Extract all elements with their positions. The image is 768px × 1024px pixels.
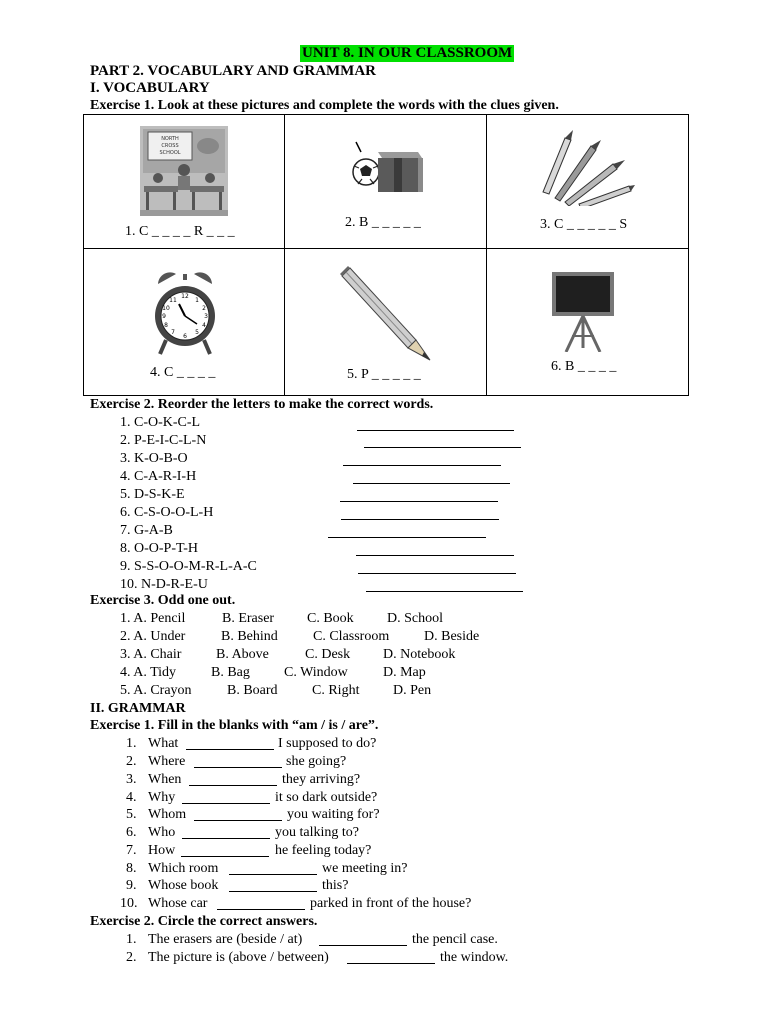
picture-label: 4. C _ _ _ _ [150,365,216,380]
books-ball-icon [348,140,424,196]
section-vocabulary-heading: I. VOCABULARY [90,80,210,96]
option-b[interactable]: B. Bag [211,665,250,680]
sentence-start: Which room [148,861,219,876]
sentence-end: the pencil case. [412,932,498,947]
svg-text:7: 7 [171,329,175,336]
sentence-end: you talking to? [275,825,359,840]
answer-line[interactable] [343,465,501,466]
reorder-item: 2. P-E-I-C-L-N [120,433,207,448]
svg-text:12: 12 [181,293,189,300]
sentence-start: Where [148,754,186,769]
blank-line[interactable] [319,945,407,946]
option-c[interactable]: C. Desk [305,647,351,662]
blank-line[interactable] [194,767,282,768]
blank-line[interactable] [217,909,305,910]
reorder-item: 7. G-A-B [120,523,173,538]
sentence-start: What [148,736,179,751]
answer-line[interactable] [340,501,498,502]
option-a[interactable]: 2. A. Under [120,629,186,644]
sentence-start[interactable]: The erasers are (beside / at) [148,932,303,947]
svg-text:1: 1 [195,297,199,304]
option-d[interactable]: D. Notebook [383,647,456,662]
grid-divider [284,114,285,396]
item-number: 4. [126,790,137,805]
sentence-start: Whom [148,807,187,822]
board-sign-line: CROSS [161,143,179,149]
answer-line[interactable] [353,483,510,484]
crayons-icon [535,130,635,206]
option-c[interactable]: C. Right [312,683,360,698]
sentence-start: Who [148,825,176,840]
option-a[interactable]: 3. A. Chair [120,647,182,662]
item-number: 9. [126,878,137,893]
svg-text:2: 2 [202,305,206,312]
sentence-end: it so dark outside? [275,790,378,805]
option-c[interactable]: C. Window [284,665,348,680]
svg-text:5: 5 [195,329,199,336]
option-d[interactable]: D. Pen [393,683,432,698]
answer-line[interactable] [356,555,514,556]
classroom-icon [140,126,228,216]
reorder-item: 5. D-S-K-E [120,487,185,502]
option-c[interactable]: C. Book [307,611,354,626]
reorder-item: 10. N-D-R-E-U [120,577,208,592]
sentence-end: this? [322,878,349,893]
grid-divider [486,114,487,396]
reorder-item: 3. K-O-B-O [120,451,188,466]
blank-line[interactable] [347,963,435,964]
item-number: 10. [120,896,138,911]
grammar-exercise-1-heading: Exercise 1. Fill in the blanks with “am / is / are”. [90,718,379,733]
svg-text:6: 6 [183,333,187,340]
exercise-1-heading: Exercise 1. Look at these pictures and complete the words with the clues given. [90,98,559,113]
item-number: 6. [126,825,137,840]
sentence-end: we meeting in? [322,861,408,876]
grammar-exercise-2-heading: Exercise 2. Circle the correct answers. [90,914,318,929]
reorder-item: 8. O-O-P-T-H [120,541,199,556]
option-a[interactable]: 5. A. Crayon [120,683,192,698]
sentence-start[interactable]: The picture is (above / between) [148,950,329,965]
option-b[interactable]: B. Above [216,647,269,662]
answer-line[interactable] [358,573,516,574]
svg-text:10: 10 [162,305,170,312]
blank-line[interactable] [229,874,317,875]
pencil-icon [338,266,432,362]
answer-line[interactable] [328,537,486,538]
section-grammar-heading: II. GRAMMAR [90,701,186,716]
option-a[interactable]: 1. A. Pencil [120,611,186,626]
svg-text:8: 8 [164,322,168,329]
blank-line[interactable] [186,749,274,750]
option-d[interactable]: D. Beside [424,629,480,644]
option-b[interactable]: B. Behind [221,629,278,644]
sentence-end: you waiting for? [287,807,380,822]
sentence-end: the window. [440,950,509,965]
board-sign-line: NORTH [161,136,179,142]
sentence-end: he feeling today? [275,843,372,858]
picture-label: 6. B _ _ _ _ [551,359,617,374]
exercise-3-heading: Exercise 3. Odd one out. [90,593,236,608]
item-number: 3. [126,772,137,787]
blank-line[interactable] [182,838,270,839]
sentence-end: parked in front of the house? [310,896,472,911]
item-number: 7. [126,843,137,858]
sentence-end: they arriving? [282,772,361,787]
option-a[interactable]: 4. A. Tidy [120,665,177,680]
item-number: 8. [126,861,137,876]
blank-line[interactable] [189,785,277,786]
board-icon [552,272,614,352]
sentence-start: Why [148,790,176,805]
blank-line[interactable] [229,891,317,892]
blank-line[interactable] [182,803,270,804]
option-b[interactable]: B. Eraser [222,611,275,626]
reorder-item: 1. C-O-K-C-L [120,415,201,430]
option-d[interactable]: D. School [387,611,443,626]
answer-line[interactable] [366,591,523,592]
sentence-start: Whose car [148,896,208,911]
reorder-item: 9. S-S-O-O-M-R-L-A-C [120,559,257,574]
svg-text:9: 9 [162,313,166,320]
sentence-start: When [148,772,182,787]
picture-label: 3. C _ _ _ _ _ S [540,217,628,232]
picture-label: 5. P _ _ _ _ _ [347,367,421,382]
sentence-start: Whose book [148,878,219,893]
option-d[interactable]: D. Map [383,665,426,680]
item-number: 2. [126,950,137,965]
picture-label: 2. B _ _ _ _ _ [345,215,421,230]
blank-line[interactable] [181,856,269,857]
sentence-start: How [148,843,176,858]
answer-line[interactable] [357,430,514,431]
picture-label: 1. C _ _ _ _ R _ _ _ [125,224,235,239]
unit-title: UNIT 8. IN OUR CLASSROOM [302,45,513,61]
item-number: 5. [126,807,137,822]
option-c[interactable]: C. Classroom [313,629,390,644]
svg-text:3: 3 [204,313,208,320]
reorder-item: 6. C-S-O-O-L-H [120,505,214,520]
answer-line[interactable] [364,447,521,448]
part-heading: PART 2. VOCABULARY AND GRAMMAR [90,63,377,79]
board-sign-line: SCHOOL [159,150,181,156]
item-number: 1. [126,736,137,751]
sentence-end: she going? [286,754,347,769]
exercise-2-heading: Exercise 2. Reorder the letters to make the correct words. [90,397,434,412]
item-number: 1. [126,932,137,947]
answer-line[interactable] [341,519,499,520]
svg-text:4: 4 [202,322,206,329]
option-b[interactable]: B. Board [227,683,278,698]
item-number: 2. [126,754,137,769]
sentence-end: I supposed to do? [278,736,377,751]
reorder-item: 4. C-A-R-I-H [120,469,197,484]
blank-line[interactable] [194,820,282,821]
grid-divider [83,248,689,249]
svg-text:11: 11 [169,297,177,304]
clock-icon [152,268,218,360]
